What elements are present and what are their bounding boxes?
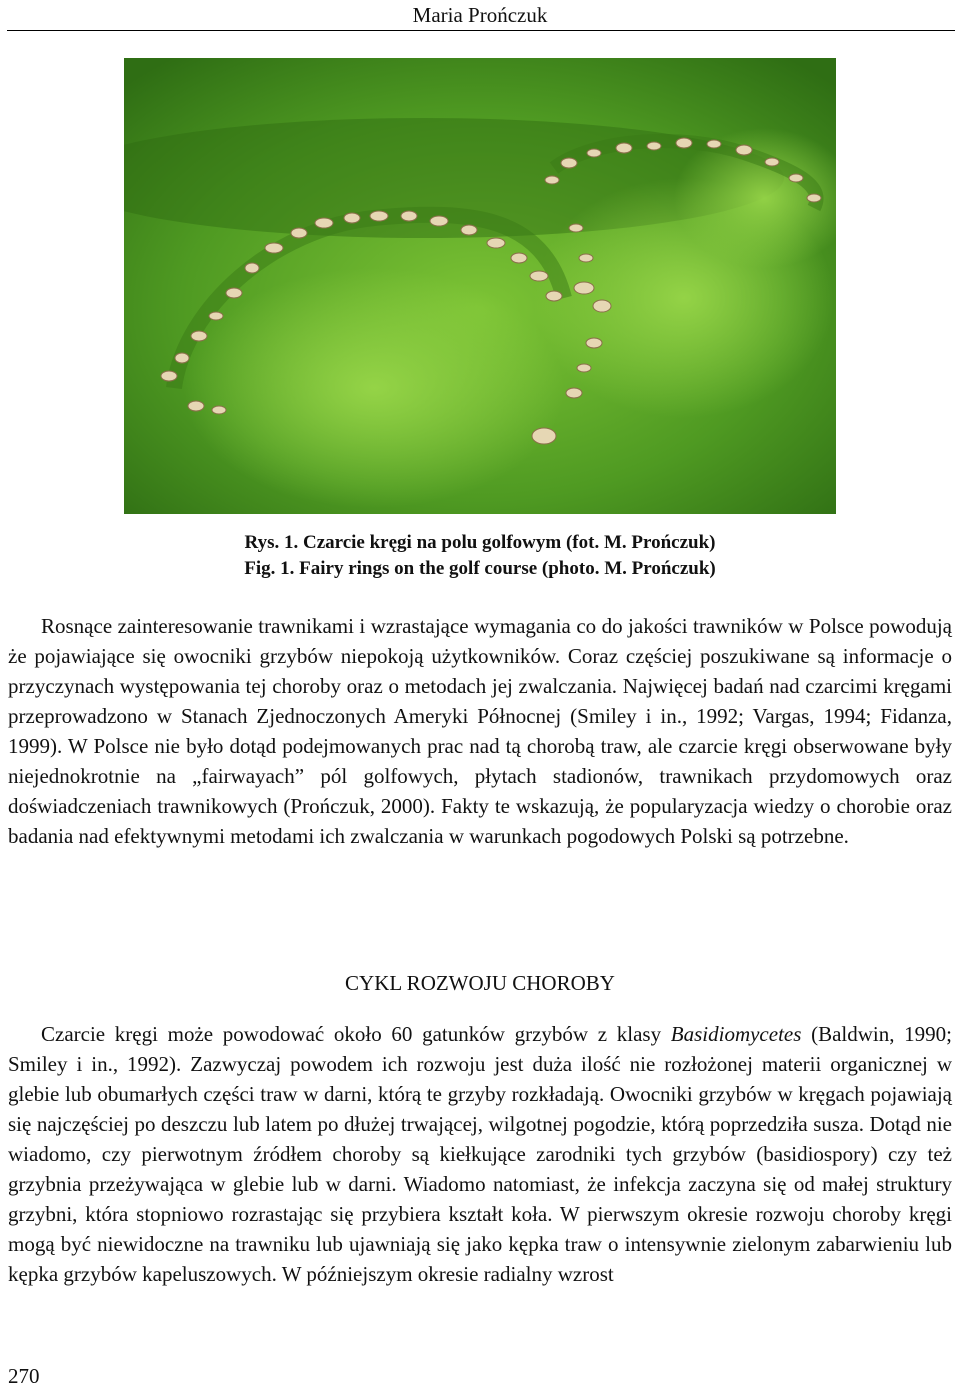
header-rule [7,30,955,31]
figure-caption [0,530,960,582]
running-header: Maria Prończuk [412,3,548,27]
text-before-taxon: Czarcie kręgi może powodować około 60 gatunków grzybów z klasy [41,1022,671,1046]
fairy-ring-photo [124,58,836,514]
caption-english: Fig. 1. Fairy rings on the golf course (photo. M. Prończuk) [244,558,716,579]
paragraph-intro [8,611,952,851]
taxon-italic: Basidiomycetes [670,1022,802,1046]
section-heading: CYKL ROZWOJU CHOROBY [345,971,615,995]
paragraph-disease-cycle-text [8,1019,952,1289]
grass-light-patch-left [184,268,564,508]
caption-polish: Rys. 1. Czarcie kręgi na polu golfowym (fot. M. Prończuk) [244,532,716,553]
paragraph-disease-cycle [8,1019,952,1289]
page-number: 270 [8,1364,40,1388]
text-after-taxon: (Baldwin, 1990; Smiley i in., 1992). Zazwyczaj powodem ich rozwoju jest duża ilość nie rozłożonej materii organicznej w glebie lub obumarłych części traw w darni, którą te grzyby rozkładają. Owocniki grzybów w kręgach pojawiają się najczęściej po deszczu lub latem po dłużej trwającej, wilgotnej pogodzie, którą poprzedziła susza. Dotąd nie wiadomo, czy pierwotnym źródłem choroby są kiełkujące zarodniki tych grzybów (basidiospory) czy też grzybnia przeżywająca w glebie lub w darni. Wiadomo natomiast, że infekcja zaczyna się od małej struktury grzybni, która stopniowo rozrastając się przybiera kształt koła. W pierwszym okresie rozwoju choroby kręgi mogą być niewidoczne na trawniku lub ujawniają się jako kępka traw o intensywnie zielonym zabarwieniu lub kępka grzybów kapeluszowych. W późniejszym okresie radialny wzrost [8,1022,953,1286]
paragraph-intro-text: Rosnące zainteresowanie trawnikami i wzrastające wymagania co do jakości trawników w Polsce powodują że pojawiające się owocniki grzybów niepokoją użytkowników. Coraz częściej poszukiwane są informacje o przyczynach występowania tej choroby oraz o metodach jej zwalczania. Najwięcej badań nad czarcimi kręgami przeprowadzono w Stanach Zjednoczonych Ameryki Północnej (Smiley i in., 1992; Vargas, 1994; Fidanza, 1999). W Polsce nie było dotąd podejmowanych prac nad tą chorobą traw, ale czarcie kręgi obserwowane były niejednokrotnie na „fairwayach” pól golfowych, płytach stadionów, trawnikach przydomowych oraz doświadczeniach trawnikowych (Prończuk, 2000). Fakty te wskazują, że popularyzacja wiedzy o chorobie oraz badania nad efektywnymi metodami ich zwalczania w warunkach pogodowych Polski są potrzebne. [8,614,952,848]
